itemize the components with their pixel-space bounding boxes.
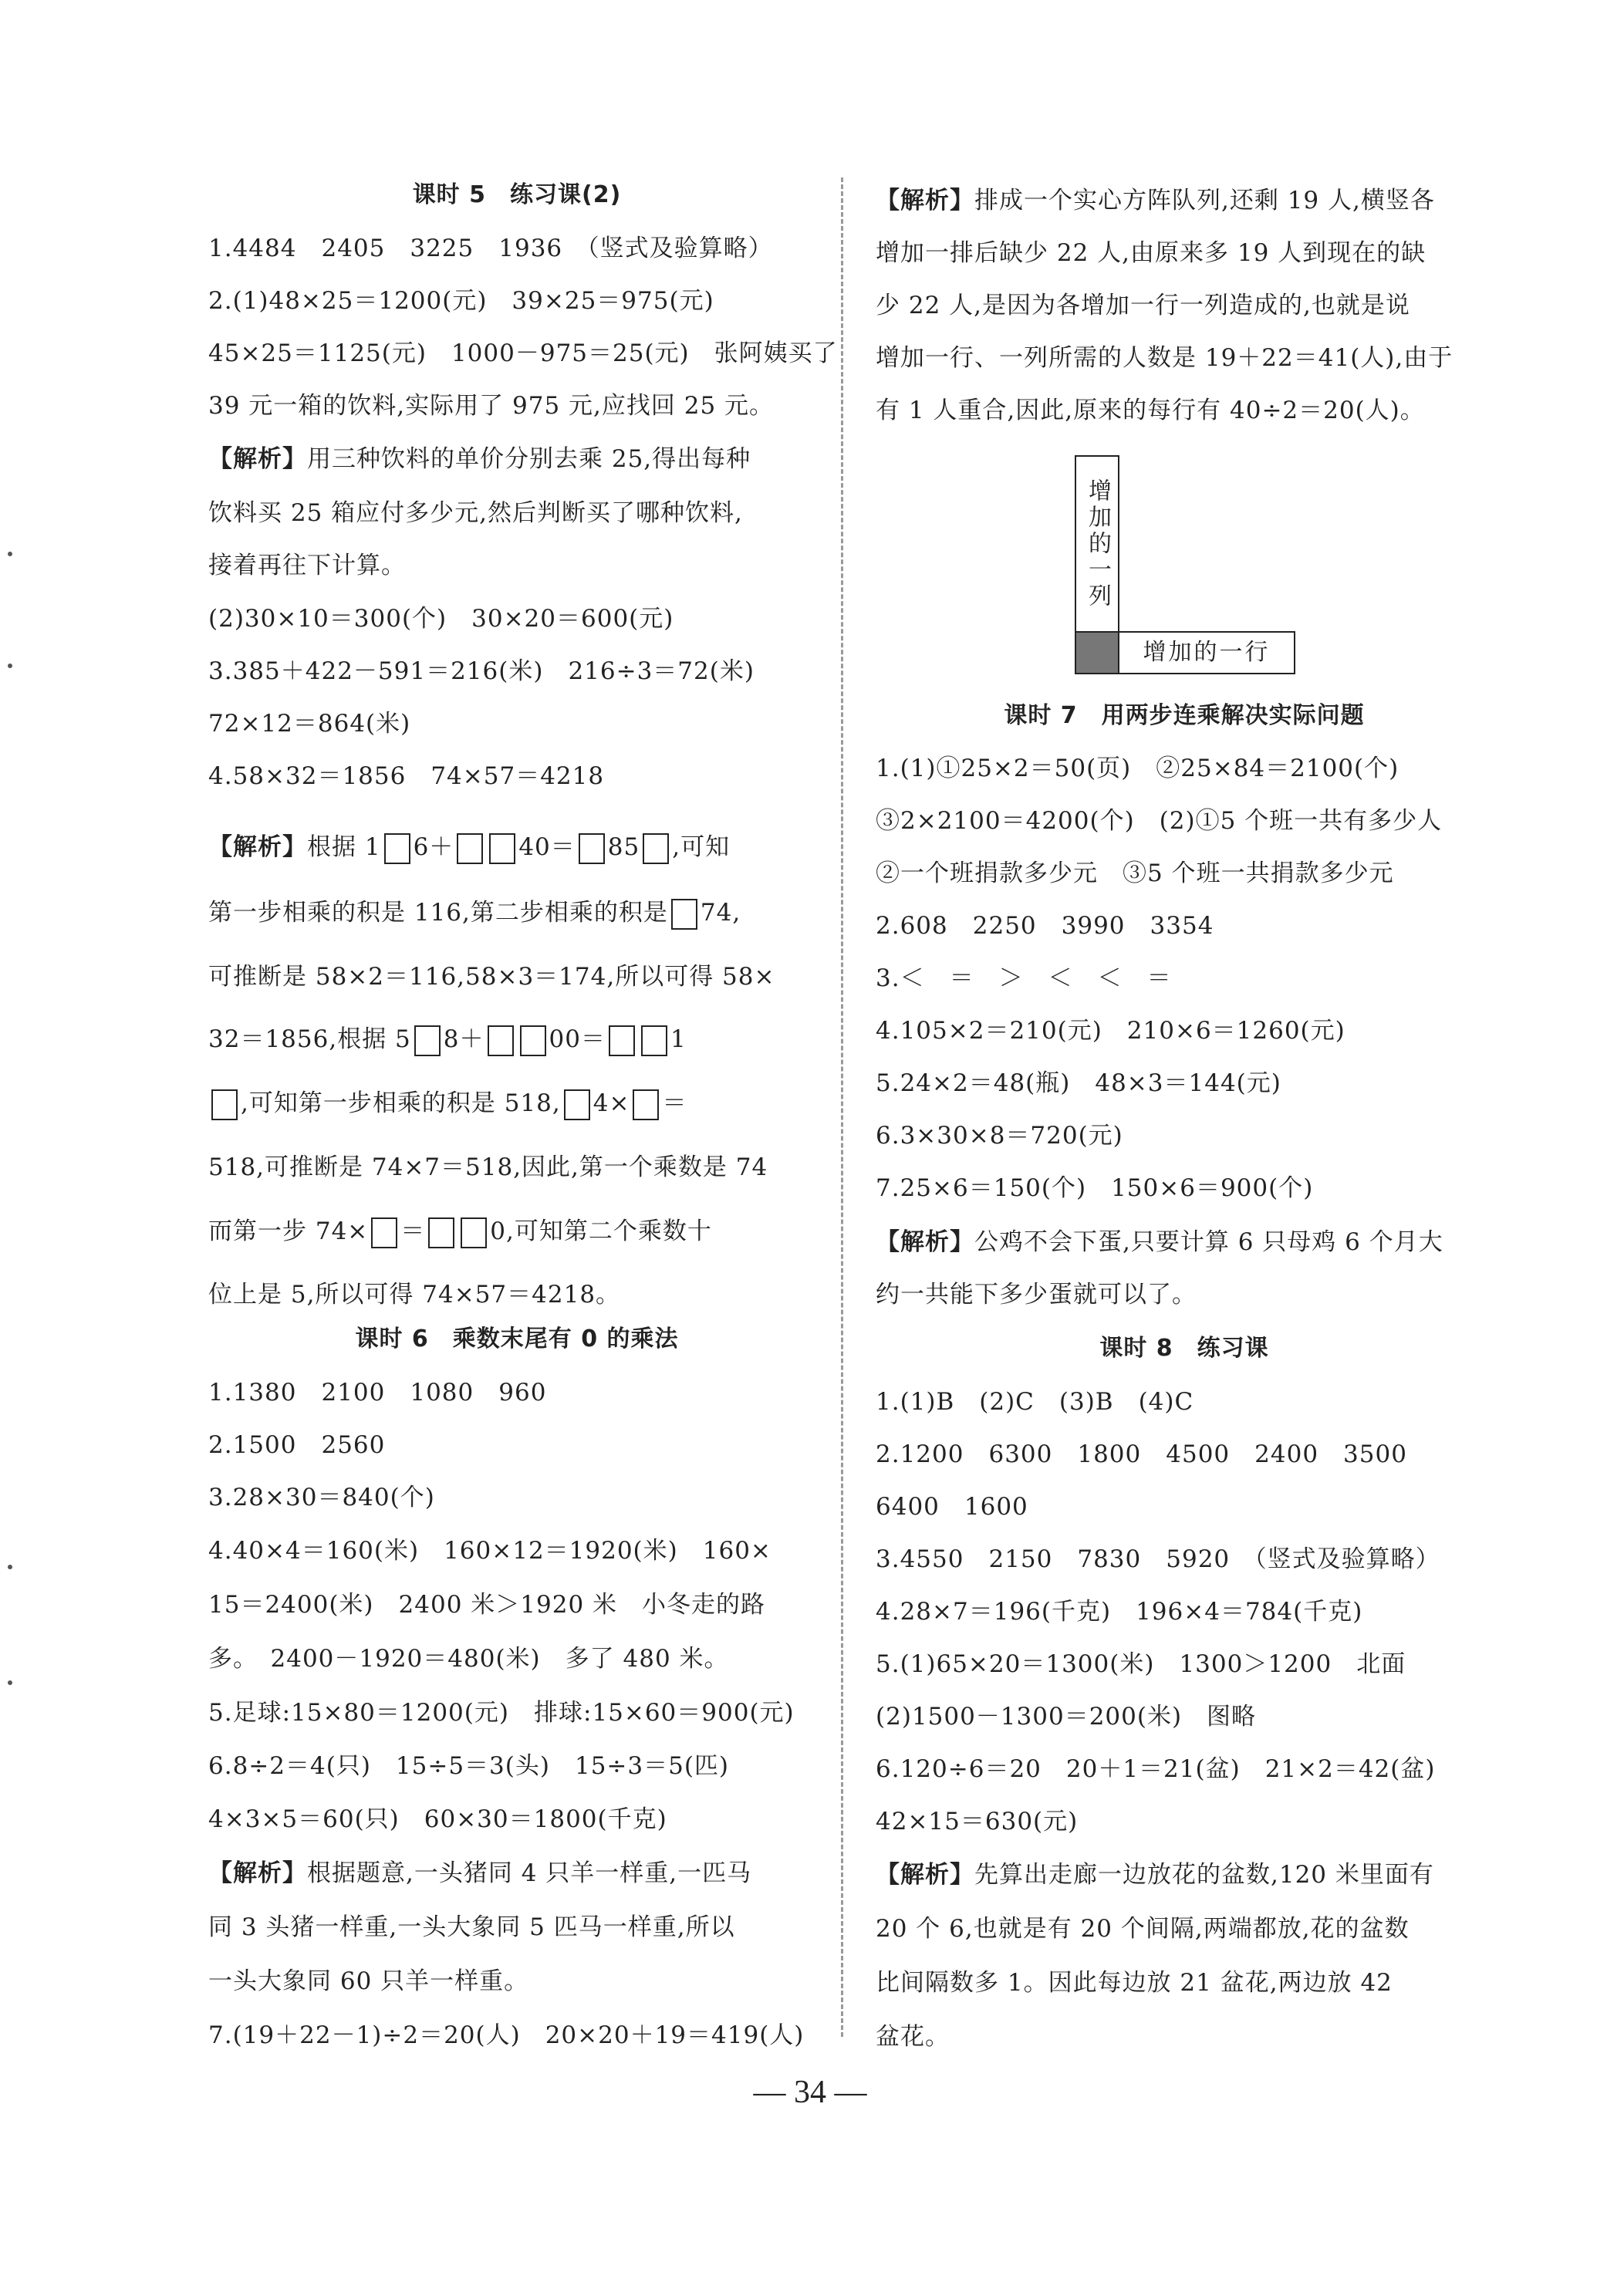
answer-line: ③2×2100＝4200(个) (2)①5 个班一共有多少人 bbox=[876, 807, 1443, 835]
answer-line: 4×3×5＝60(只) 60×30＝1800(千克) bbox=[208, 1805, 667, 1833]
analysis-line: 饮料买 25 箱应付多少元,然后判断买了哪种饮料, bbox=[208, 499, 743, 527]
diagram-added-row: 增加的一行 bbox=[1118, 631, 1295, 674]
section-title-lesson8: 课时 8 练习课 bbox=[1099, 1335, 1269, 1362]
scan-mark bbox=[8, 552, 12, 556]
blank-box bbox=[371, 1217, 397, 1248]
answer-line: 4.28×7＝196(千克) 196×4＝784(千克) bbox=[876, 1598, 1363, 1626]
blank-box bbox=[564, 1089, 590, 1120]
answer-line: 4.58×32＝1856 74×57＝4218 bbox=[208, 762, 605, 790]
blank-box bbox=[641, 1025, 667, 1056]
analysis-line: 518,可推断是 74×7＝518,因此,第一个乘数是 74 bbox=[208, 1153, 768, 1181]
blank-box bbox=[461, 1217, 487, 1248]
blank-box bbox=[643, 833, 669, 864]
analysis-line: 一头大象同 60 只羊一样重。 bbox=[208, 1967, 529, 1995]
analysis-line: 有 1 人重合,因此,原来的每行有 40÷2＝20(人)。 bbox=[876, 397, 1425, 424]
answer-line: 3.385＋422－591＝216(米) 216÷3＝72(米) bbox=[208, 657, 755, 685]
analysis-line: 第一步相乘的积是 116,第二步相乘的积是 74, bbox=[208, 897, 741, 930]
section-title-lesson7: 课时 7 用两步连乘解决实际问题 bbox=[1004, 702, 1365, 729]
section-title-lesson5: 课时 5 练习课(2) bbox=[412, 181, 622, 208]
blank-box bbox=[609, 1025, 635, 1056]
analysis-line: 【解析】根据 1 6＋ 40＝ 85 ,可知 bbox=[208, 832, 730, 864]
blank-box bbox=[633, 1089, 659, 1120]
analysis-line: 少 22 人,是因为各增加一行一列造成的,也就是说 bbox=[876, 292, 1410, 319]
analysis-line: 【解析】先算出走廊一边放花的盆数,120 米里面有 bbox=[876, 1861, 1434, 1889]
analysis-line: 位上是 5,所以可得 74×57＝4218。 bbox=[208, 1281, 621, 1309]
answer-line: 2.1500 2560 bbox=[208, 1431, 386, 1459]
analysis-line: 同 3 头猪一样重,一头大象同 5 匹马一样重,所以 bbox=[208, 1913, 735, 1941]
answer-line: 4.105×2＝210(元) 210×6＝1260(元) bbox=[876, 1017, 1345, 1045]
answer-line: 6.8÷2＝4(只) 15÷5＝3(头) 15÷3＝5(匹) bbox=[208, 1752, 730, 1780]
answer-line: 15＝2400(米) 2400 米＞1920 米 小冬走的路 bbox=[208, 1591, 766, 1619]
analysis-line: 约一共能下多少蛋就可以了。 bbox=[876, 1281, 1197, 1309]
answer-line: 72×12＝864(米) bbox=[208, 710, 411, 738]
answer-line: 多。 2400－1920＝480(米) 多了 480 米。 bbox=[208, 1645, 729, 1673]
answer-line: 39 元一箱的饮料,实际用了 975 元,应找回 25 元。 bbox=[208, 392, 775, 420]
answer-line: 3.＜ ＝ ＞ ＜ ＜ ＝ bbox=[876, 964, 1172, 992]
analysis-line: 20 个 6,也就是有 20 个间隔,两端都放,花的盆数 bbox=[876, 1915, 1410, 1943]
answer-line: 2.1200 6300 1800 4500 2400 3500 bbox=[876, 1440, 1407, 1468]
answer-line: 5.足球:15×80＝1200(元) 排球:15×60＝900(元) bbox=[208, 1699, 795, 1727]
analysis-line: 而第一步 74× ＝ 0,可知第二个乘数十 bbox=[208, 1216, 712, 1248]
section-title-lesson6: 课时 6 乘数末尾有 0 的乘法 bbox=[355, 1325, 679, 1352]
answer-line: 7.(19＋22－1)÷2＝20(人) 20×20＋19＝419(人) bbox=[208, 2021, 805, 2049]
blank-box bbox=[384, 833, 410, 864]
analysis-line: 【解析】用三种饮料的单价分别去乘 25,得出每种 bbox=[208, 445, 751, 473]
answer-line: 6.120÷6＝20 20＋1＝21(盆) 21×2＝42(盆) bbox=[876, 1755, 1436, 1783]
answer-line: 6.3×30×8＝720(元) bbox=[876, 1122, 1123, 1150]
blank-box bbox=[671, 899, 697, 930]
answer-line: 5.24×2＝48(瓶) 48×3＝144(元) bbox=[876, 1069, 1281, 1097]
answer-line: 2.(1)48×25＝1200(元) 39×25＝975(元) bbox=[208, 287, 714, 315]
diagram-added-column: 增加的一列 bbox=[1075, 455, 1119, 633]
answer-line: 1.4484 2405 3225 1936 （竖式及验算略） bbox=[208, 235, 773, 262]
answer-line: 6400 1600 bbox=[876, 1493, 1028, 1521]
diagram-overlap-cell bbox=[1075, 631, 1119, 674]
answer-line: 4.40×4＝160(米) 160×12＝1920(米) 160× bbox=[208, 1537, 771, 1565]
analysis-line: 【解析】公鸡不会下蛋,只要计算 6 只母鸡 6 个月大 bbox=[876, 1228, 1443, 1256]
analysis-line: 可推断是 58×2＝116,58×3＝174,所以可得 58× bbox=[208, 963, 775, 991]
analysis-line: 增加一行、一列所需的人数是 19＋22＝41(人),由于 bbox=[876, 344, 1453, 372]
blank-box bbox=[211, 1089, 238, 1120]
answer-line: 5.(1)65×20＝1300(米) 1300＞1200 北面 bbox=[876, 1650, 1406, 1678]
analysis-line: 增加一排后缺少 22 人,由原来多 19 人到现在的缺 bbox=[876, 239, 1426, 267]
analysis-line: 32＝1856,根据 5 8＋ 00＝ 1 bbox=[208, 1024, 687, 1056]
answer-line: 1.(1)B (2)C (3)B (4)C bbox=[876, 1388, 1194, 1416]
analysis-line: 【解析】排成一个实心方阵队列,还剩 19 人,横竖各 bbox=[876, 187, 1435, 214]
analysis-line: ,可知第一步相乘的积是 518, 4× ＝ bbox=[208, 1088, 687, 1120]
blank-box bbox=[488, 1025, 514, 1056]
analysis-line: 【解析】根据题意,一头猪同 4 只羊一样重,一匹马 bbox=[208, 1859, 752, 1887]
answer-line: ②一个班捐款多少元 ③5 个班一共捐款多少元 bbox=[876, 859, 1394, 887]
answer-line: 3.28×30＝840(个) bbox=[208, 1484, 435, 1511]
answer-line: 1.(1)①25×2＝50(页) ②25×84＝2100(个) bbox=[876, 755, 1399, 782]
answer-line: 1.1380 2100 1080 960 bbox=[208, 1379, 547, 1407]
blank-box bbox=[579, 833, 605, 864]
answer-line: 2.608 2250 3990 3354 bbox=[876, 912, 1214, 940]
column-divider bbox=[841, 177, 843, 2037]
page-number: — 34 — bbox=[753, 2075, 867, 2110]
answer-line: 3.4550 2150 7830 5920 （竖式及验算略） bbox=[876, 1545, 1440, 1573]
answer-line: 45×25＝1125(元) 1000－975＝25(元) 张阿姨买了 bbox=[208, 339, 838, 367]
blank-box bbox=[489, 833, 515, 864]
blank-box bbox=[414, 1025, 441, 1056]
analysis-line: 盆花。 bbox=[876, 2023, 950, 2051]
answer-line: (2)30×10＝300(个) 30×20＝600(元) bbox=[208, 605, 674, 633]
analysis-tag: 【解析】 bbox=[208, 445, 307, 473]
scan-mark bbox=[8, 664, 12, 668]
scan-mark bbox=[8, 1680, 12, 1685]
blank-box bbox=[520, 1025, 546, 1056]
analysis-line: 比间隔数多 1。因此每边放 21 盆花,两边放 42 bbox=[876, 1969, 1393, 1997]
blank-box bbox=[457, 833, 483, 864]
scan-mark bbox=[8, 1565, 12, 1569]
answer-line: 7.25×6＝150(个) 150×6＝900(个) bbox=[876, 1174, 1314, 1202]
answer-line: (2)1500－1300＝200(米) 图略 bbox=[876, 1703, 1257, 1731]
answer-line: 42×15＝630(元) bbox=[876, 1808, 1079, 1835]
blank-box bbox=[428, 1217, 454, 1248]
analysis-line: 接着再往下计算。 bbox=[208, 552, 406, 579]
